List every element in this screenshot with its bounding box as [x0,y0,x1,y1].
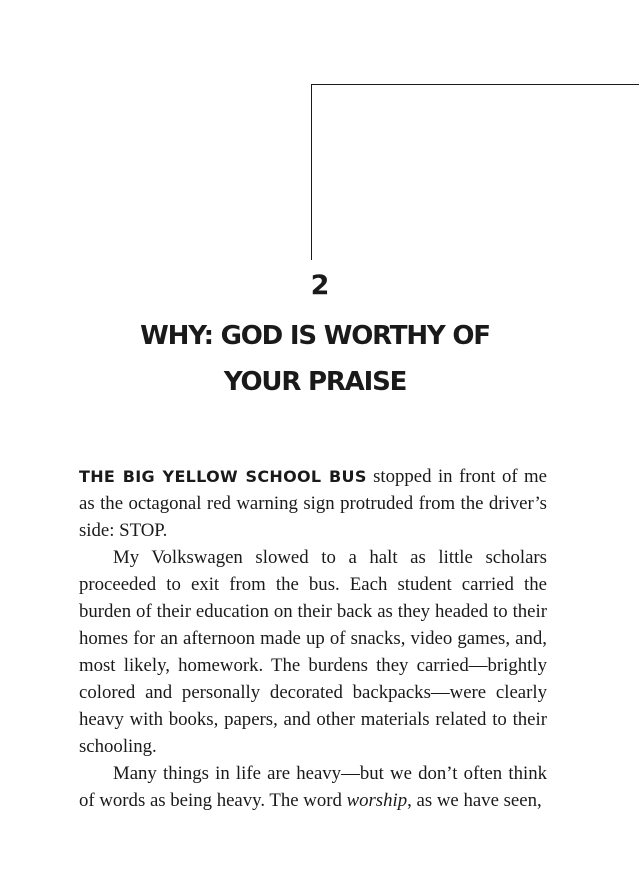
paragraph-3-text-after: , as we have seen, [407,790,542,811]
chapter-number: 2 [310,270,329,301]
paragraph-3 [79,760,547,814]
paragraph-3-text-before: Many things in life are heavy—but we don’t often think of words as being heavy. The word [79,763,547,811]
chapter-title: WHY: GOD IS WORTHY OF YOUR PRAISE [140,321,490,397]
decorative-frame-left-rule [311,84,312,260]
chapter-body [79,463,547,814]
decorative-frame-top-rule [311,84,639,85]
paragraph-1-text: stopped in front of me as the octagonal red warning sign protruded from the driver’s side: STOP. [79,466,548,541]
paragraph-2: My Volkswagen slowed to a halt as little scholars proceeded to exit from the bus. Each student carried the burden of their education on their back as they headed to their homes for an afternoon made up of snacks, video games, and, most likely, homework. The burdens they carried—brightly colored and personally decorated backpacks—were clearly heavy with books, papers, and other materials related to their schooling. [79,547,547,757]
lead-in-small-caps: THE BIG YELLOW SCHOOL BUS [79,467,367,486]
paragraph-1 [79,463,547,544]
emphasis-worship: worship [346,790,408,811]
